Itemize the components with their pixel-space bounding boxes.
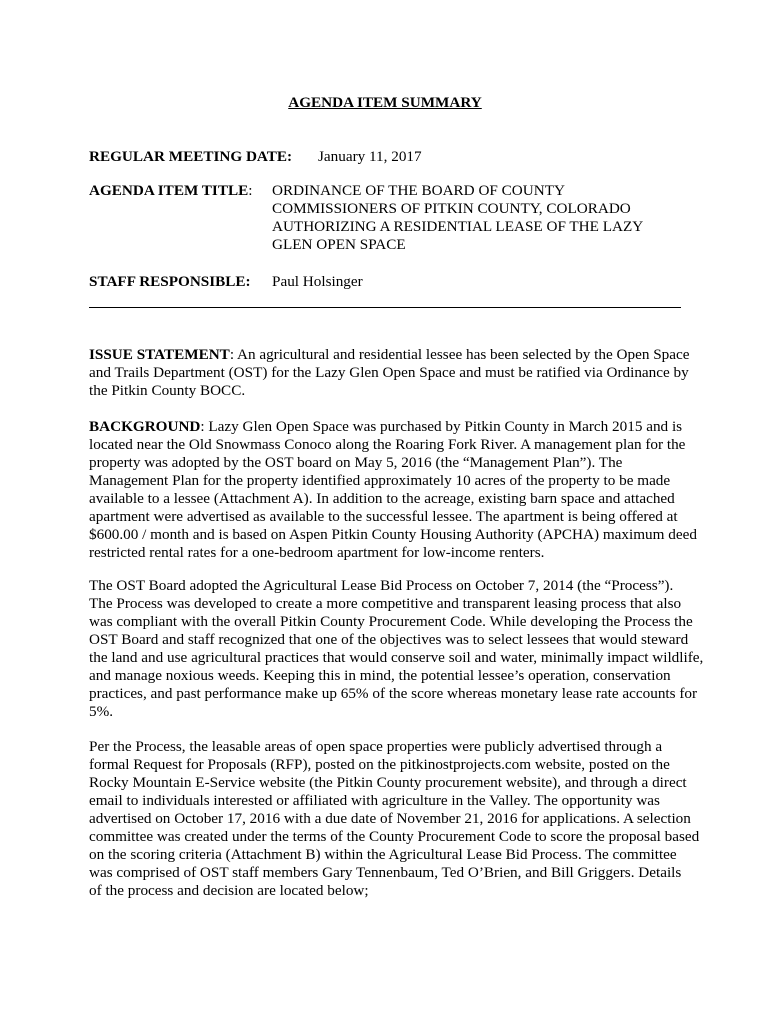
paragraph-line: available to a lessee (Attachment A). In addition to the acreage, existing barn space and attached: [89, 490, 675, 507]
paragraph-line: and Trails Department (OST) for the Lazy Glen Open Space and must be ratified via Ordinance by: [89, 364, 689, 381]
staff-responsible-label: STAFF RESPONSIBLE:: [89, 273, 251, 290]
agenda-item-title-label-text: AGENDA ITEM TITLE: [89, 182, 249, 199]
paragraph-line: advertised on October 17, 2016 with a due date of November 21, 2016 for applications. A selection: [89, 810, 691, 827]
paragraph-line: was comprised of OST staff members Gary Tennenbaum, Ted O’Brien, and Bill Griggers. Details: [89, 864, 682, 881]
paragraph-line: 5%.: [89, 703, 114, 720]
paragraph-line: Per the Process, the leasable areas of open space properties were publicly advertised through a: [89, 738, 663, 755]
rfp-paragraph: [89, 738, 700, 900]
paragraph-line: on the scoring criteria (Attachment B) within the Agricultural Lease Bid Process. The committee: [89, 846, 677, 863]
issue-statement-paragraph: [89, 346, 689, 400]
paragraph-line: apartment were advertised as available to the successful lessee. The apartment is being offered at: [89, 508, 678, 525]
agenda-title-line: ORDINANCE OF THE BOARD OF COUNTY: [272, 182, 565, 199]
background-text: : Lazy Glen Open Space was purchased by Pitkin County in March 2015 and is: [200, 418, 683, 435]
background-paragraph: [89, 418, 697, 562]
paragraph-line: the land and use agricultural practices that would conserve soil and water, minimally impact wildlife,: [89, 649, 704, 666]
paragraph-line: Rocky Mountain E-Service website (the Pitkin County procurement website), and through a direct: [89, 774, 687, 791]
paragraph-line: the Pitkin County BOCC.: [89, 382, 246, 399]
paragraph-line: formal Request for Proposals (RFP), posted on the pitkinostprojects.com website, posted on the: [89, 756, 670, 773]
agenda-item-title-value: [272, 182, 672, 254]
agenda-title-line: AUTHORIZING A RESIDENTIAL LEASE OF THE LAZY: [272, 218, 644, 235]
paragraph-line: [89, 346, 689, 364]
agenda-title-line: COMMISSIONERS OF PITKIN COUNTY, COLORADO: [272, 200, 631, 217]
paragraph-line: restricted rental rates for a one-bedroom apartment for low-income renters.: [89, 544, 545, 561]
paragraph-line: email to individuals interested or affiliated with agriculture in the Valley. The opportunity was: [89, 792, 660, 809]
paragraph-line: The Process was developed to create a more competitive and transparent leasing process that also: [89, 595, 682, 612]
agenda-title-line: GLEN OPEN SPACE: [272, 236, 406, 253]
paragraph-line: and manage noxious weeds. Keeping this in mind, the potential lessee’s operation, conservation: [89, 667, 671, 684]
staff-responsible-value: Paul Holsinger: [272, 273, 363, 290]
meeting-date-value: January 11, 2017: [318, 148, 422, 165]
issue-statement-heading: ISSUE STATEMENT: [89, 346, 230, 363]
page-title: AGENDA ITEM SUMMARY: [288, 94, 482, 111]
paragraph-line: of the process and decision are located below;: [89, 882, 369, 899]
paragraph-line: property was adopted by the OST board on May 5, 2016 (the “Management Plan”). The: [89, 454, 623, 471]
paragraph-line: located near the Old Snowmass Conoco along the Roaring Fork River. A management plan for the: [89, 436, 686, 453]
paragraph-line: OST Board and staff recognized that one of the objectives was to select lessees that would steward: [89, 631, 689, 648]
paragraph-line: [89, 418, 689, 436]
meeting-date-label: REGULAR MEETING DATE:: [89, 148, 293, 165]
process-paragraph: [89, 577, 704, 721]
background-heading: BACKGROUND: [89, 418, 201, 435]
paragraph-line: Management Plan for the property identified approximately 10 acres of the property to be made: [89, 472, 671, 489]
paragraph-line: practices, and past performance make up 65% of the score whereas monetary lease rate accounts for: [89, 685, 698, 702]
paragraph-line: $600.00 / month and is based on Aspen Pitkin County Housing Authority (APCHA) maximum deed: [89, 526, 697, 543]
issue-statement-text: : An agricultural and residential lessee has been selected by the Open Space: [229, 346, 690, 363]
agenda-item-title-label: [89, 182, 252, 200]
agenda-item-title-label-colon: :: [248, 182, 253, 199]
paragraph-line: committee was created under the terms of the County Procurement Code to score the proposal based: [89, 828, 700, 845]
horizontal-divider: [89, 307, 681, 308]
paragraph-line: The OST Board adopted the Agricultural Lease Bid Process on October 7, 2014 (the “Process”).: [89, 577, 674, 594]
paragraph-line: was compliant with the overall Pitkin County Procurement Code. While developing the Process the: [89, 613, 693, 630]
